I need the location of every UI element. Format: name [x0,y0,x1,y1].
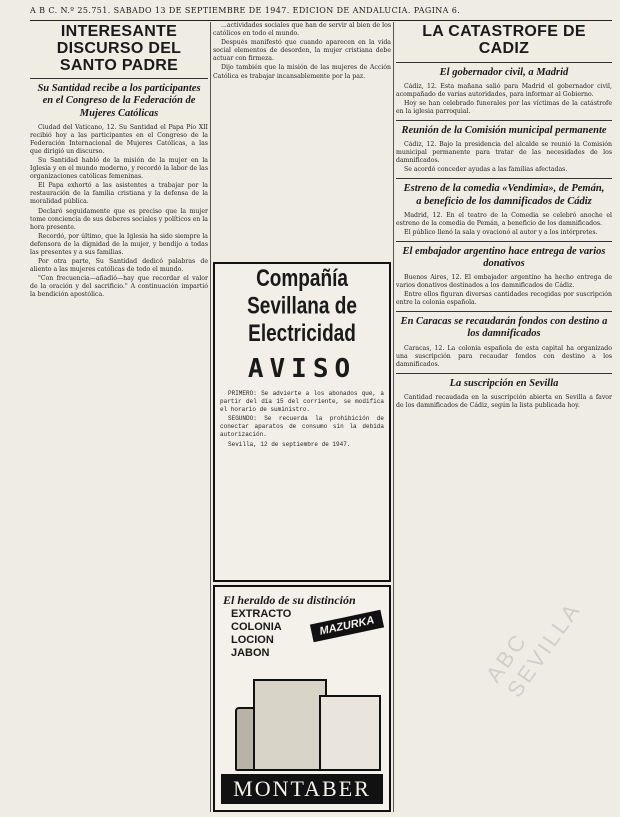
brand-name: MONTABER [221,774,383,804]
paragraph: Recordó, por último, que la Iglesia ha sido siempre la defensora de la dignidad de la mujer, y bendijo a todas las presentes y a sus familias. [30,232,208,256]
paragraph: Se acordó conceder ayudas a las familias afectadas. [404,166,568,174]
paragraph: Cádiz, 12. Bajo la presidencia del alcalde se reunió la Comisión municipal permanente para tratar de las necesidades de los damnificados. [396,141,612,165]
section-title: Reunión de la Comisión municipal permanente [401,125,607,137]
ad-dateline: Sevilla, 12 de septiembre de 1947. [228,440,351,448]
gift-box-illustration [319,695,381,771]
paragraph: Cádiz, 12. Esta mañana salió para Madrid el gobernador civil, acompañado de varias autoridades, para informar al Gobierno. [396,82,612,98]
section-title: El embajador argentino hace entrega de varios donativos [402,245,606,269]
product-item: LOCION [231,634,274,646]
paragraph: Su Santidad habló de la misión de la mujer en la Iglesia y en el mundo moderno, y recordó la labor de las organizaciones católicas femeninas. [30,156,208,181]
subheadline: Su Santidad recibe a los participantes en el Congreso de la Federación de Mujeres Católicas [37,83,201,119]
paragraph: Cantidad recaudada en la suscripción abierta en Sevilla a favor de los damnificados de Cádiz, según la lista publicada hoy. [396,393,612,409]
paragraph: Hoy se han celebrado funerales por las víctimas de la catástrofe en la iglesia parroquial. [396,99,612,115]
rule [30,78,208,79]
paragraph: "Con frecuencia—añadió—hay que recordar el valor de la oración y del sacrificio." A continuación impartió la bendición apostólica. [30,275,208,299]
product-item: EXTRACTO [231,608,292,620]
paragraph: PRIMERO: Se advierte a los abonados que, a partir del día 15 del corriente, se modifica el horario de suministro. [220,390,384,414]
article-papal-discourse [30,22,208,812]
paragraph: Entre ellos figuran diversas cantidades recogidas por suscripción entre la colonia española. [396,291,612,307]
paragraph: Declaró seguidamente que es preciso que la mujer tome conciencia de sus deberes sociales y políticos en la hora presente. [30,207,208,231]
paragraph: Por otra parte, Su Santidad dedicó palabras de aliento a las mujeres católicas de todo el mundo. [30,258,208,274]
paragraph: Caracas, 12. La colonia española de esta capital ha organizado una suscripción para recaudar fondos con destino a los damnificados. [396,344,612,368]
ad-slogan: El heraldo de su distinción [223,593,356,607]
headline: INTERESANTE DISCURSO DEL SANTO PADRE [56,23,182,74]
rule [396,241,612,242]
paragraph: El público llenó la sala y ovacionó al autor y a los intérpretes. [404,228,598,236]
paragraph: El Papa exhortó a las asistentes a trabajar por la restauración de la familia cristiana y la defensa de la moralidad pública. [30,182,208,206]
rule [396,62,612,63]
column-divider [210,22,211,812]
paragraph: Ciudad del Vaticano, 12. Su Santidad el Papa Pío XII recibió hoy a las participantes en el Congreso de la Federación Internacional de Mujeres Católicas, a las que dirigió un discurso. [30,123,208,155]
column-divider [393,22,394,812]
section-title: Estreno de la comedia «Vendimia», de Pemán, a beneficio de los damnificados de Cádiz [403,183,605,207]
paragraph: Madrid, 12. En el teatro de la Comedia se celebró anoche el estreno de la comedia de Pemán, a beneficio de los damnificados. [396,211,612,227]
section-title: En Caracas se recaudarán fondos con destino a los damnificados [400,316,608,340]
rule [396,178,612,179]
paragraph: SEGUNDO: Se recuerda la prohibición de conectar aparatos de consumo sin la debida autorización. [220,415,384,439]
page-header: A B C. N.º 25.751. SABADO 13 DE SEPTIEMBRE DE 1947. EDICION DE ANDALUCIA. PAGINA 6. [30,6,612,21]
watermark: ABC SEVILLA [480,597,586,702]
headline: LA CATASTROFE DE CADIZ [422,23,586,57]
paragraph: Buenos Aires, 12. El embajador argentino ha hecho entrega de varios donativos destinados a los damnificados de Cádiz. [396,274,612,290]
rule [396,373,612,374]
section-title: El gobernador civil, a Madrid [439,66,569,78]
gift-box-illustration [253,679,327,771]
rule [396,120,612,121]
company-name: Compañía Sevillana de Electricidad [247,265,357,347]
article-cadiz-catastrophe [396,22,612,812]
brand-tag: MAZURKA [310,610,384,643]
ad-title: AVISO [247,354,357,384]
paragraph: ...actividades sociales que han de servir al bien de los católicos en todo el mundo. [213,22,391,38]
paragraph: Después manifestó que cuando aparecen en la vida social elementos de desorden, la mujer cristiana debe actuar con firmeza. [213,39,391,63]
product-item: COLONIA [231,621,282,633]
electricity-company-ad [213,262,391,582]
middle-column [213,22,391,812]
paragraph: Dijo también que la misión de las mujeres de Acción Católica es trabajar incansablemente por la paz. [213,64,391,80]
product-item: JABON [231,647,270,659]
rule [396,311,612,312]
montaber-ad [213,585,391,812]
section-title: La suscripción en Sevilla [449,377,559,389]
